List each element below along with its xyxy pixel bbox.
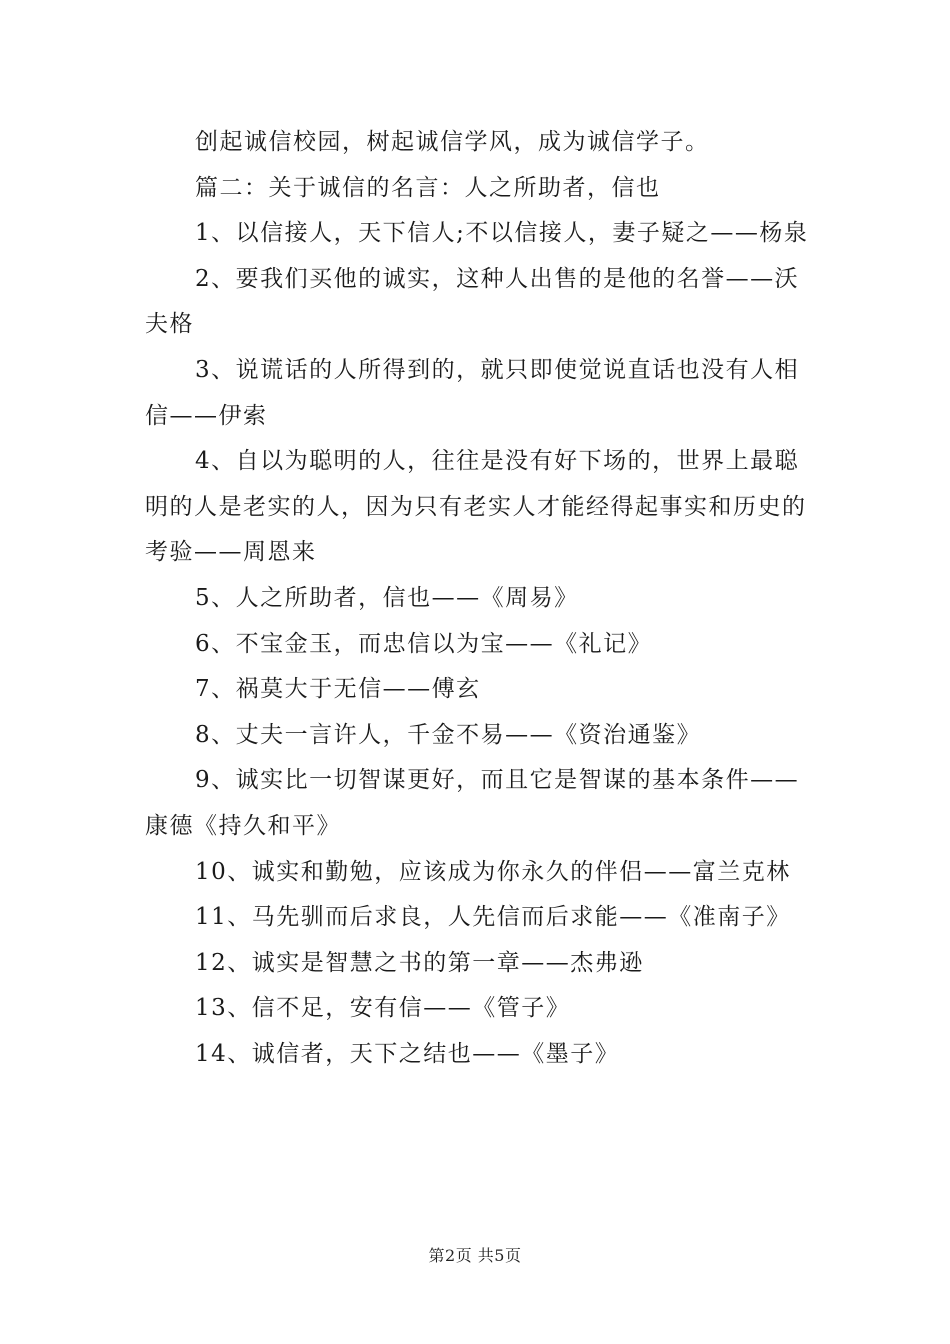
quote-item: 1、以信接人，天下信人;不以信接人，妻子疑之——杨泉 bbox=[195, 220, 809, 247]
quote-item: 7、祸莫大于无信——傅玄 bbox=[195, 676, 481, 703]
quote-item: 8、丈夫一言许人，千金不易——《资治通鉴》 bbox=[195, 721, 702, 748]
quote-item: 12、诚实是智慧之书的第一章——杰弗逊 bbox=[195, 949, 644, 976]
quote-item: 2、要我们买他的诚实，这种人出售的是他的名誉——沃夫格 bbox=[145, 265, 800, 338]
quote-item: 11、马先驯而后求良，人先信而后求能——《准南子》 bbox=[195, 904, 791, 931]
quote-item: 4、自以为聪明的人，往往是没有好下场的，世界上最聪明的人是老实的人，因为只有老实人才能经得起事实和历史的考验——周恩来 bbox=[145, 448, 807, 566]
quote-item: 13、信不足，安有信——《管子》 bbox=[195, 995, 571, 1022]
quote-item: 6、不宝金玉，而忠信以为宝——《礼记》 bbox=[195, 630, 653, 657]
quote-item: 9、诚实比一切智谋更好，而且它是智谋的基本条件——康德《持久和平》 bbox=[145, 767, 800, 839]
page-number-footer: 第2页 共5页 bbox=[428, 1246, 522, 1265]
quote-item: 14、诚信者，天下之结也——《墨子》 bbox=[195, 1040, 620, 1067]
quote-item: 5、人之所助者，信也——《周易》 bbox=[195, 584, 579, 611]
quote-item: 3、说谎话的人所得到的，就只即使觉说直话也没有人相信——伊索 bbox=[145, 356, 800, 429]
section-heading: 篇二：关于诚信的名言：人之所助者，信也 bbox=[195, 174, 661, 201]
paragraph: 创起诚信校园，树起诚信学风，成为诚信学子。 bbox=[195, 129, 710, 155]
document-body bbox=[145, 120, 810, 1077]
quote-item: 10、诚实和勤勉，应该成为你永久的伴侣——富兰克林 bbox=[195, 858, 791, 885]
